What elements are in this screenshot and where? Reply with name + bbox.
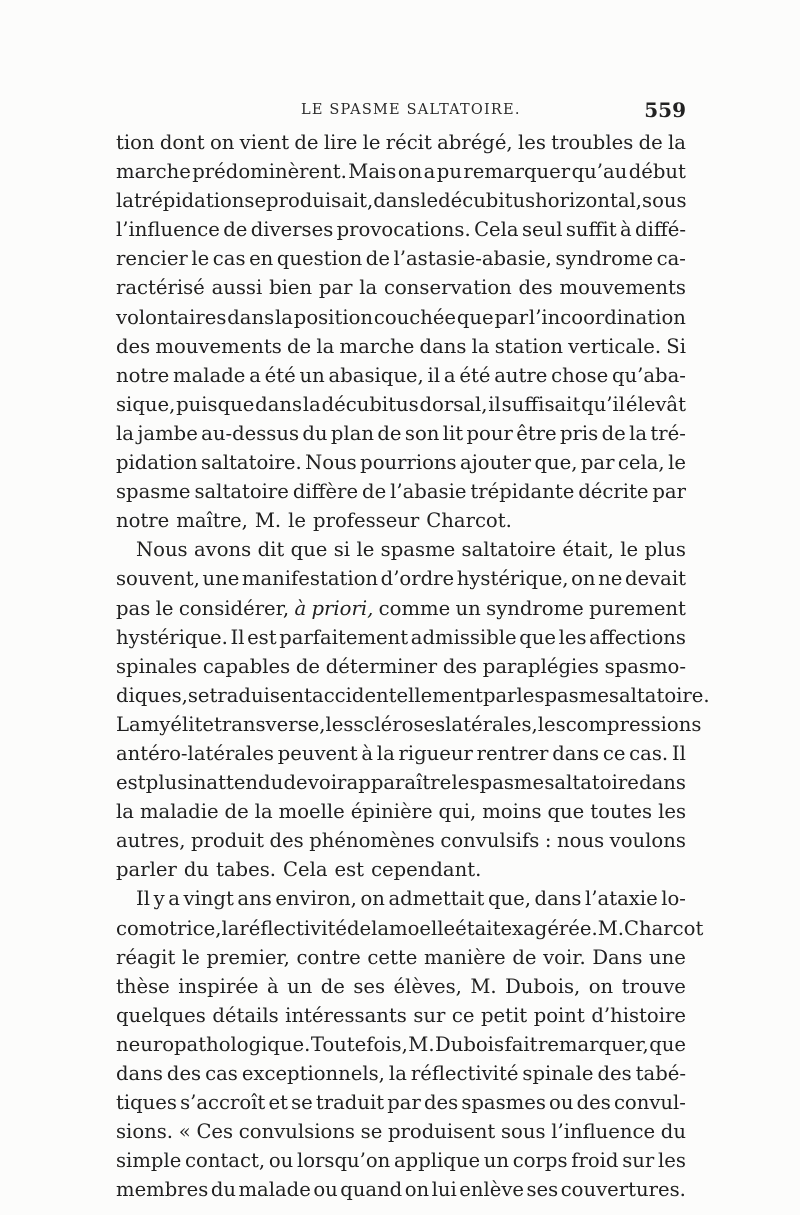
text-line: l’influence de diverses provocations. Cela seul suffit à diffé- <box>116 218 686 242</box>
text-line: notre malade a été un abasique, il a été autre chose qu’aba- <box>116 363 686 387</box>
text-line: ractérisé aussi bien par la conservation des mouvements <box>116 276 686 300</box>
text-line: spasme saltatoire diffère de l’abasie trépidante décrite par <box>116 480 686 504</box>
text-line: sique, puisque dans la décubitus dorsal, il suffisait qu’il élevât <box>116 392 686 416</box>
text-line: pas le considérer, à priori, comme un syndrome purement <box>116 596 686 620</box>
text-line: notre maître, M. le professeur Charcot. <box>116 509 512 533</box>
text-line: thèse inspirée à un de ses élèves, M. Dubois, on trouve <box>116 974 686 998</box>
text-line: sions. « Ces convulsions se produisent sous l’influence du <box>116 1120 686 1144</box>
text-line: La myélite transverse, les scléroses latérales, les compressions <box>116 712 702 736</box>
text-line: membres du malade ou quand on lui enlève ses couvertures. <box>116 1178 686 1202</box>
text-line: dans des cas exceptionnels, la réflectivité spinale des tabé- <box>116 1062 686 1085</box>
text-line: Il y a vingt ans environ, on admettait que, dans l’ataxie lo- <box>136 887 686 911</box>
running-head: LE SPASME SALTATOIRE. <box>301 102 521 118</box>
text-line: hystérique. Il est parfaitement admissible que les affections <box>116 625 686 649</box>
text-line: simple contact, ou lorsqu’on applique un corps froid sur les <box>116 1149 686 1173</box>
text-line: neuropathologique. Toutefois, M. Dubois fait remarquer, que <box>116 1032 686 1056</box>
page-number: 559 <box>644 98 686 122</box>
text-line: diques, se traduisent accidentellement par le spasme saltatoire. <box>116 683 710 707</box>
text-line: marche prédominèrent. Mais on a pu remarquer qu’au début <box>116 160 686 184</box>
text-line: pidation saltatoire. Nous pourrions ajouter que, par cela, le <box>116 451 686 475</box>
text-line: la maladie de la moelle épinière qui, moins que toutes les <box>116 800 686 824</box>
text-line: antéro-latérales peuvent à la rigueur rentrer dans ce cas. Il <box>116 741 686 765</box>
text-line: la jambe au-dessus du plan de son lit pour être pris de la tré- <box>116 421 686 445</box>
text-line: Nous avons dit que si le spasme saltatoire était, le plus <box>136 538 686 562</box>
text-line: des mouvements de la marche dans la station verticale. Si <box>116 334 686 358</box>
text-line: réagit le premier, contre cette manière de voir. Dans une <box>116 945 686 969</box>
text-line: tiques s’accroît et se traduit par des spasmes ou des convul- <box>116 1091 686 1115</box>
body-text <box>116 128 710 1204</box>
text-line: rencier le cas en question de l’astasie-abasie, syndrome ca- <box>116 247 686 271</box>
text-line: est plus inattendu de voir apparaître le spasme saltatoire dans <box>116 771 686 795</box>
text-line: tion dont on vient de lire le récit abrégé, les troubles de la <box>116 131 686 154</box>
text-line: spinales capables de déterminer des paraplégies spasmo- <box>116 654 686 678</box>
text-line: la trépidation se produisait, dans le décubitus horizontal, sous <box>116 189 687 213</box>
text-line: volontaires dans la position couchée que par l’incoordination <box>116 305 686 329</box>
text-line: souvent, une manifestation d’ordre hystérique, on ne devait <box>116 567 686 591</box>
text-line: autres, produit des phénomènes convulsifs : nous voulons <box>116 829 686 853</box>
text-line: parler du tabes. Cela est cependant. <box>116 858 482 882</box>
text-line: comotrice, la réflectivité de la moelle était exagérée. M. Charcot <box>116 916 704 940</box>
page-header <box>116 98 686 128</box>
text-line: quelques détails intéressants sur ce petit point d’histoire <box>116 1003 686 1027</box>
